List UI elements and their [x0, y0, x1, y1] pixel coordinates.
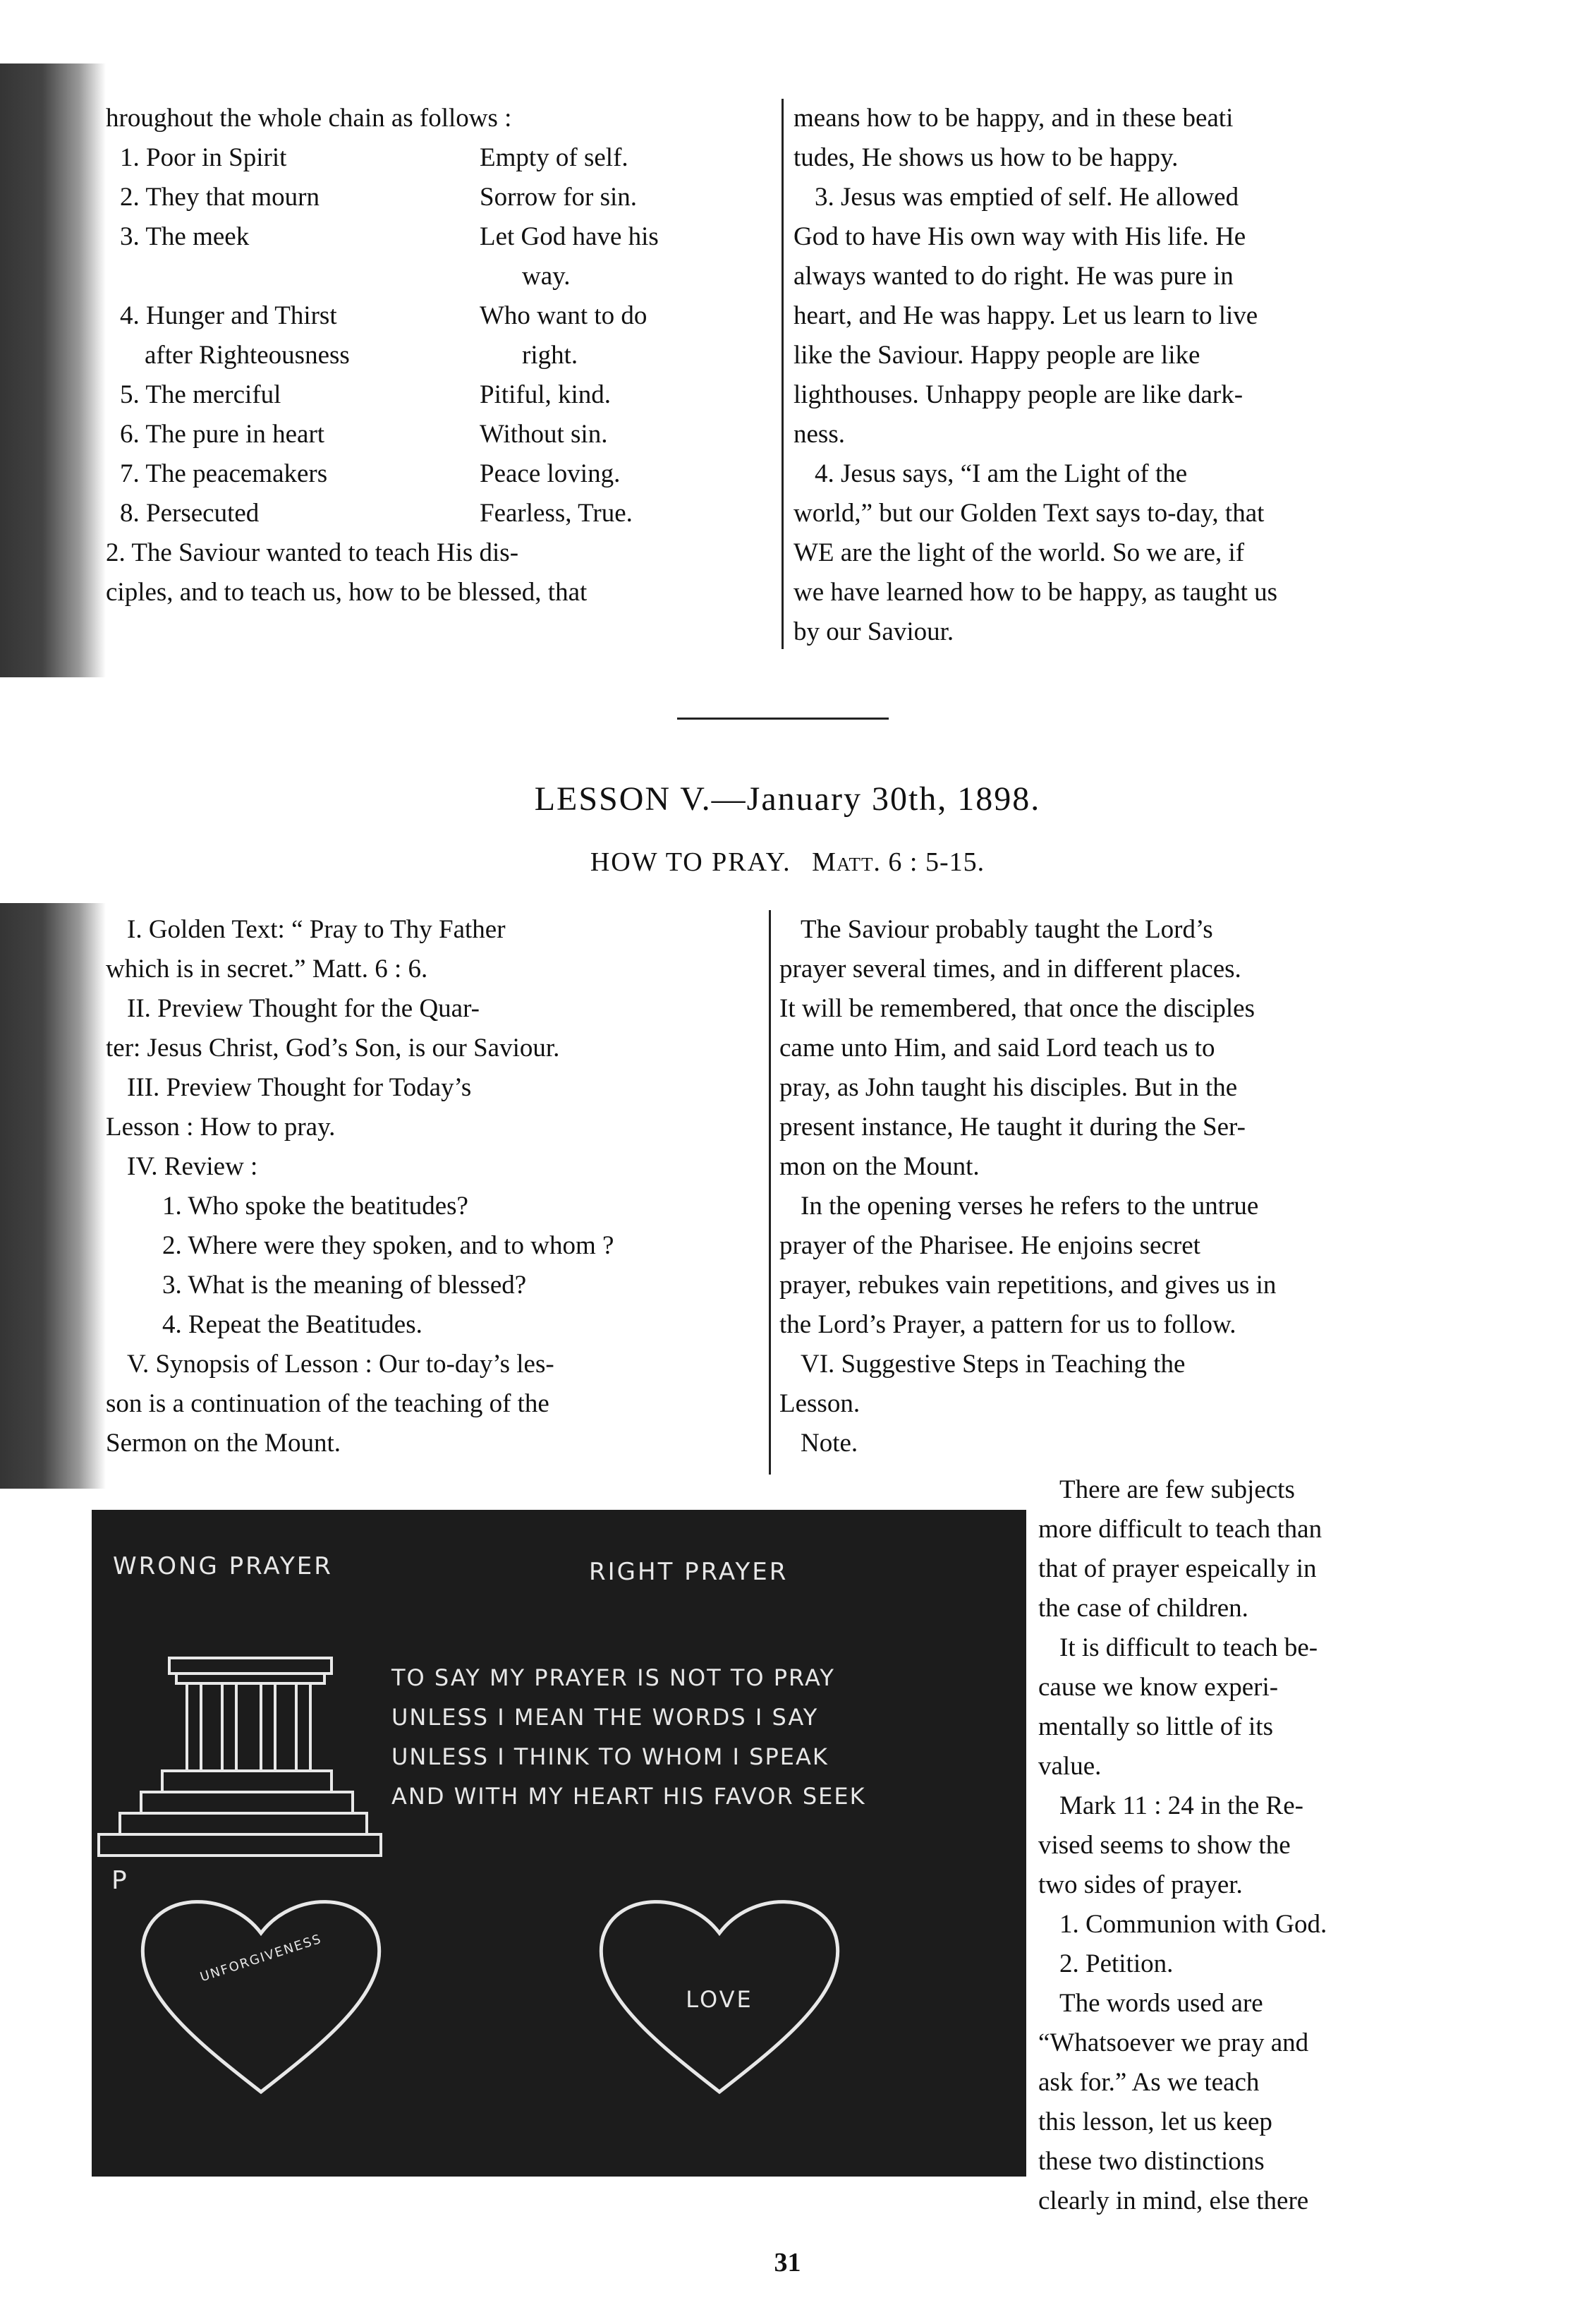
- side-note-line: that of prayer espeically in: [1038, 1554, 1317, 1583]
- text-line: WE are the light of the world. So we are, if: [793, 538, 1245, 567]
- side-note-column: [1038, 1471, 1440, 2222]
- text-line: ness.: [793, 420, 845, 449]
- side-note-line: more difficult to teach than: [1038, 1515, 1322, 1544]
- beatitude-name: 7. The peacemakers: [120, 459, 328, 488]
- side-note-line: two sides of prayer.: [1038, 1870, 1243, 1899]
- scan-edge-shadow: [0, 903, 106, 1489]
- beatitude-row: [106, 138, 776, 178]
- beatitude-name: 3. The meek: [120, 222, 250, 251]
- text-line: lighthouses. Unhappy people are like dark-: [793, 380, 1243, 409]
- beatitude-row: [106, 336, 776, 375]
- outline-line: II. Preview Thought for the Quar-: [127, 994, 480, 1023]
- notes-line: In the opening verses he refers to the untrue: [801, 1192, 1259, 1221]
- beatitude-row: [106, 296, 776, 336]
- beatitude-row: [106, 257, 776, 296]
- side-note-line: “Whatsoever we pray and: [1038, 2028, 1309, 2057]
- side-note-line: ask for.” As we teach: [1038, 2068, 1260, 2097]
- notes-line: mon on the Mount.: [779, 1152, 980, 1181]
- right-prayer-label: RIGHT PRAYER: [589, 1558, 789, 1586]
- column-divider: [769, 910, 771, 1475]
- beatitude-name: 5. The merciful: [120, 380, 281, 409]
- notes-line: the Lord’s Prayer, a pattern for us to follow.: [779, 1310, 1236, 1339]
- text-line: like the Saviour. Happy people are like: [793, 341, 1200, 370]
- side-note-line: vised seems to show the: [1038, 1831, 1291, 1860]
- text-line: always wanted to do right. He was pure in: [793, 262, 1234, 291]
- beatitude-name: 1. Poor in Spirit: [120, 143, 287, 172]
- beatitude-meaning: Empty of self.: [480, 143, 628, 172]
- beatitude-row: [106, 178, 776, 217]
- beatitude-name: after Righteousness: [145, 341, 350, 370]
- side-note-line: clearly in mind, else there: [1038, 2186, 1309, 2215]
- outline-line: 4. Repeat the Beatitudes.: [162, 1310, 422, 1339]
- temple-letter: P: [111, 1866, 127, 1895]
- column-divider: [782, 99, 784, 649]
- text-line: 3. Jesus was emptied of self. He allowed: [815, 183, 1239, 212]
- side-note-line: mentally so little of its: [1038, 1712, 1273, 1741]
- notes-line: It will be remembered, that once the disciples: [779, 994, 1255, 1023]
- beatitude-meaning: right.: [522, 341, 578, 370]
- verse-line: UNLESS I MEAN THE WORDS I SAY: [391, 1704, 819, 1731]
- lesson-notes-column: [779, 910, 1442, 1463]
- outline-line: son is a continuation of the teaching of the: [106, 1389, 549, 1418]
- verse-line: UNLESS I THINK TO WHOM I SPEAK: [391, 1743, 829, 1770]
- notes-line: prayer of the Pharisee. He enjoins secret: [779, 1231, 1200, 1260]
- text-line: means how to be happy, and in these beati: [793, 104, 1234, 133]
- page-number: 31: [774, 2248, 801, 2277]
- text-line: tudes, He shows us how to be happy.: [793, 143, 1179, 172]
- top-left-column: [106, 99, 776, 612]
- beatitude-row: [106, 494, 776, 533]
- text-line: we have learned how to be happy, as taught us: [793, 578, 1277, 607]
- heart-left-icon: [142, 1902, 379, 2092]
- intro-line: hroughout the whole chain as follows :: [106, 104, 512, 133]
- beatitude-name: 6. The pure in heart: [120, 420, 325, 449]
- side-note-line: these two distinctions: [1038, 2147, 1265, 2176]
- temple-icon: [99, 1658, 381, 1856]
- lesson-outline-column: [106, 910, 762, 1463]
- section-rule: [677, 718, 889, 720]
- beatitude-row: [106, 217, 776, 257]
- outline-line: 3. What is the meaning of blessed?: [162, 1271, 527, 1300]
- beatitude-meaning: Fearless, True.: [480, 499, 633, 528]
- beatitude-row: [106, 415, 776, 454]
- text-line: 4. Jesus says, “I am the Light of the: [815, 459, 1188, 488]
- notes-line: Note.: [801, 1429, 858, 1458]
- beatitude-name: 2. They that mourn: [120, 183, 320, 212]
- side-note-line: this lesson, let us keep: [1038, 2107, 1272, 2136]
- verse-line: AND WITH MY HEART HIS FAVOR SEEK: [391, 1783, 866, 1810]
- blackboard-drawing: [92, 1510, 1026, 2177]
- notes-line: pray, as John taught his disciples. But in the: [779, 1073, 1238, 1102]
- notes-line: VI. Suggestive Steps in Teaching the: [801, 1350, 1186, 1379]
- notes-line: Lesson.: [779, 1389, 861, 1418]
- side-note-line: the case of children.: [1038, 1594, 1248, 1623]
- beatitude-name: 4. Hunger and Thirst: [120, 301, 337, 330]
- notes-line: The Saviour probably taught the Lord’s: [801, 915, 1213, 944]
- wrong-prayer-label: WRONG PRAYER: [113, 1552, 333, 1580]
- lesson-title: HOW TO PRAY.: [590, 847, 791, 877]
- beatitude-meaning: way.: [522, 262, 571, 291]
- outline-line: which is in secret.” Matt. 6 : 6.: [106, 955, 428, 984]
- outline-line: I. Golden Text: “ Pray to Thy Father: [127, 915, 506, 944]
- para-line: ciples, and to teach us, how to be blessed, that: [106, 578, 588, 607]
- side-note-line: cause we know experi-: [1038, 1673, 1279, 1702]
- beatitude-meaning: Who want to do: [480, 301, 647, 330]
- beatitude-meaning: Let God have his: [480, 222, 659, 251]
- beatitude-meaning: Pitiful, kind.: [480, 380, 612, 409]
- lesson-heading: LESSON V.—January 30th, 1898.: [534, 780, 1041, 818]
- lesson-subheading: [0, 847, 1575, 878]
- outline-line: 1. Who spoke the beatitudes?: [162, 1192, 468, 1221]
- beatitude-name: 8. Persecuted: [120, 499, 260, 528]
- verse-line: TO SAY MY PRAYER IS NOT TO PRAY: [391, 1664, 835, 1691]
- outline-line: 2. Where were they spoken, and to whom ?: [162, 1231, 614, 1260]
- side-note-line: 2. Petition.: [1059, 1949, 1174, 1978]
- beatitude-meaning: Without sin.: [480, 420, 608, 449]
- outline-line: Lesson : How to pray.: [106, 1113, 336, 1142]
- para-line: 2. The Saviour wanted to teach His dis-: [106, 538, 519, 567]
- side-note-line: There are few subjects: [1059, 1475, 1295, 1504]
- side-note-line: The words used are: [1059, 1989, 1263, 2018]
- top-right-column: [793, 99, 1449, 652]
- outline-line: Sermon on the Mount.: [106, 1429, 341, 1458]
- side-note-line: value.: [1038, 1752, 1102, 1781]
- outline-line: IV. Review :: [127, 1152, 258, 1181]
- outline-line: V. Synopsis of Lesson : Our to-day’s les-: [127, 1350, 554, 1379]
- text-line: world,” but our Golden Text says to-day, that: [793, 499, 1265, 528]
- notes-line: prayer, rebukes vain repetitions, and gives us in: [779, 1271, 1277, 1300]
- outline-line: III. Preview Thought for Today’s: [127, 1073, 472, 1102]
- blackboard-illustration: [92, 1510, 1026, 2177]
- text-line: by our Saviour.: [793, 617, 954, 646]
- text-line: God to have His own way with His life. He: [793, 222, 1246, 251]
- text-line: heart, and He was happy. Let us learn to live: [793, 301, 1258, 330]
- notes-line: prayer several times, and in different places.: [779, 955, 1241, 984]
- side-note-line: It is difficult to teach be-: [1059, 1633, 1318, 1662]
- beatitude-row: [106, 454, 776, 494]
- beatitude-meaning: Peace loving.: [480, 459, 621, 488]
- notes-line: present instance, He taught it during the Ser-: [779, 1113, 1246, 1142]
- beatitudes-table: [106, 138, 776, 533]
- notes-line: came unto Him, and said Lord teach us to: [779, 1034, 1215, 1063]
- heart-left-label: UNFORGIVENESS: [198, 1931, 324, 1985]
- outline-line: ter: Jesus Christ, God’s Son, is our Saviour.: [106, 1034, 560, 1063]
- side-note-line: Mark 11 : 24 in the Re-: [1059, 1791, 1303, 1820]
- side-note-line: 1. Communion with God.: [1059, 1910, 1327, 1939]
- lesson-reference: Matt. 6 : 5-15.: [812, 847, 985, 877]
- beatitude-row: [106, 375, 776, 415]
- prayer-verse: [391, 1658, 866, 1816]
- beatitude-meaning: Sorrow for sin.: [480, 183, 638, 212]
- heart-right-label: LOVE: [686, 1986, 753, 2013]
- scan-edge-shadow: [0, 63, 106, 677]
